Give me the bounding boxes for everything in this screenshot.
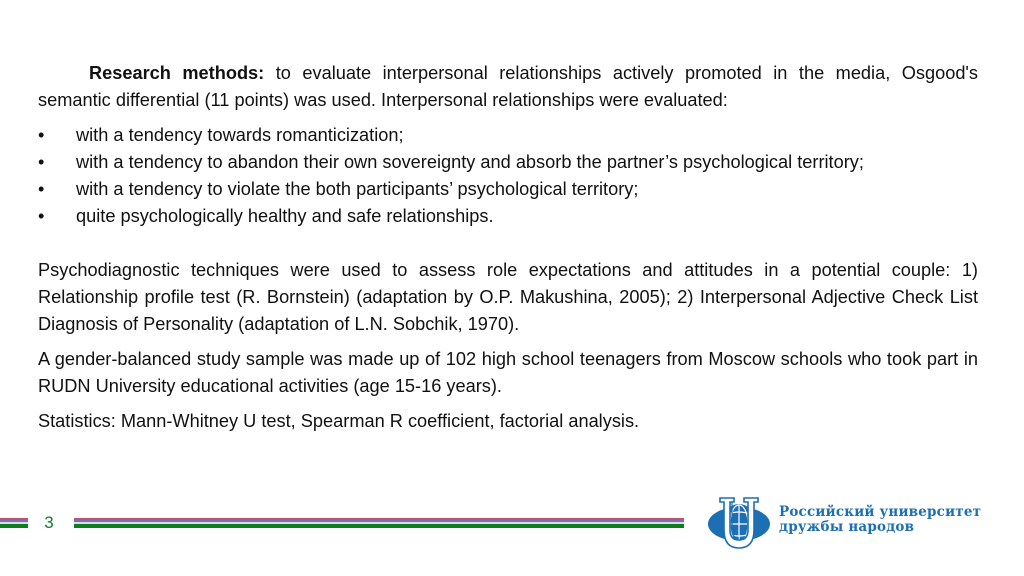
university-name-line1: Российский университет	[779, 504, 982, 520]
list-item-text: with a tendency to abandon their own sovereignty and absorb the partner’s psychological territory;	[76, 152, 864, 172]
relationship-types-list	[38, 122, 978, 230]
research-methods-label: Research methods:	[89, 63, 265, 83]
spacer	[38, 230, 978, 257]
university-logo-icon	[706, 494, 772, 550]
university-name	[779, 505, 981, 535]
sample-paragraph: A gender-balanced study sample was made up of 102 high school teenagers from Moscow schools who took part in RUDN University educational activities (age 15-16 years).	[38, 349, 978, 396]
bullet-icon: •	[38, 152, 45, 172]
page-number: 3	[44, 513, 54, 532]
footer-stripe-right	[74, 518, 684, 529]
list-item-text: with a tendency towards romanticization;	[76, 125, 404, 145]
bullet-icon: •	[38, 206, 45, 226]
research-methods-paragraph	[38, 60, 978, 114]
list-item-text: quite psychologically healthy and safe relationships.	[76, 206, 494, 226]
research-methods-text: to evaluate interpersonal relationships actively promoted in the media, Osgood's semantic differential (11 points) was used. Interpersonal relationships were evaluated:	[38, 63, 979, 110]
footer-stripe-left	[0, 518, 28, 529]
list-item-text: with a tendency to violate the both participants’ psychological territory;	[76, 179, 639, 199]
list-item	[38, 122, 978, 149]
bullet-icon: •	[38, 179, 45, 199]
list-item	[38, 176, 978, 203]
university-name-line2: дружбы народов	[779, 519, 915, 535]
bullet-icon: •	[38, 125, 45, 145]
list-item	[38, 203, 978, 230]
list-item	[38, 149, 978, 176]
techniques-paragraph: Psychodiagnostic techniques were used to assess role expectations and attitudes in a potential couple: 1) Relationship profile test (R. Bornstein) (adaptation by O.P. Makushina, 2005); 2) Interpersonal Adjective Check List Diagnosis of Personality (adaptation of L.N. Sobchik, 1970).	[38, 260, 978, 334]
slide-body	[38, 60, 978, 435]
statistics-paragraph: Statistics: Mann-Whitney U test, Spearman R coefficient, factorial analysis.	[38, 411, 640, 431]
